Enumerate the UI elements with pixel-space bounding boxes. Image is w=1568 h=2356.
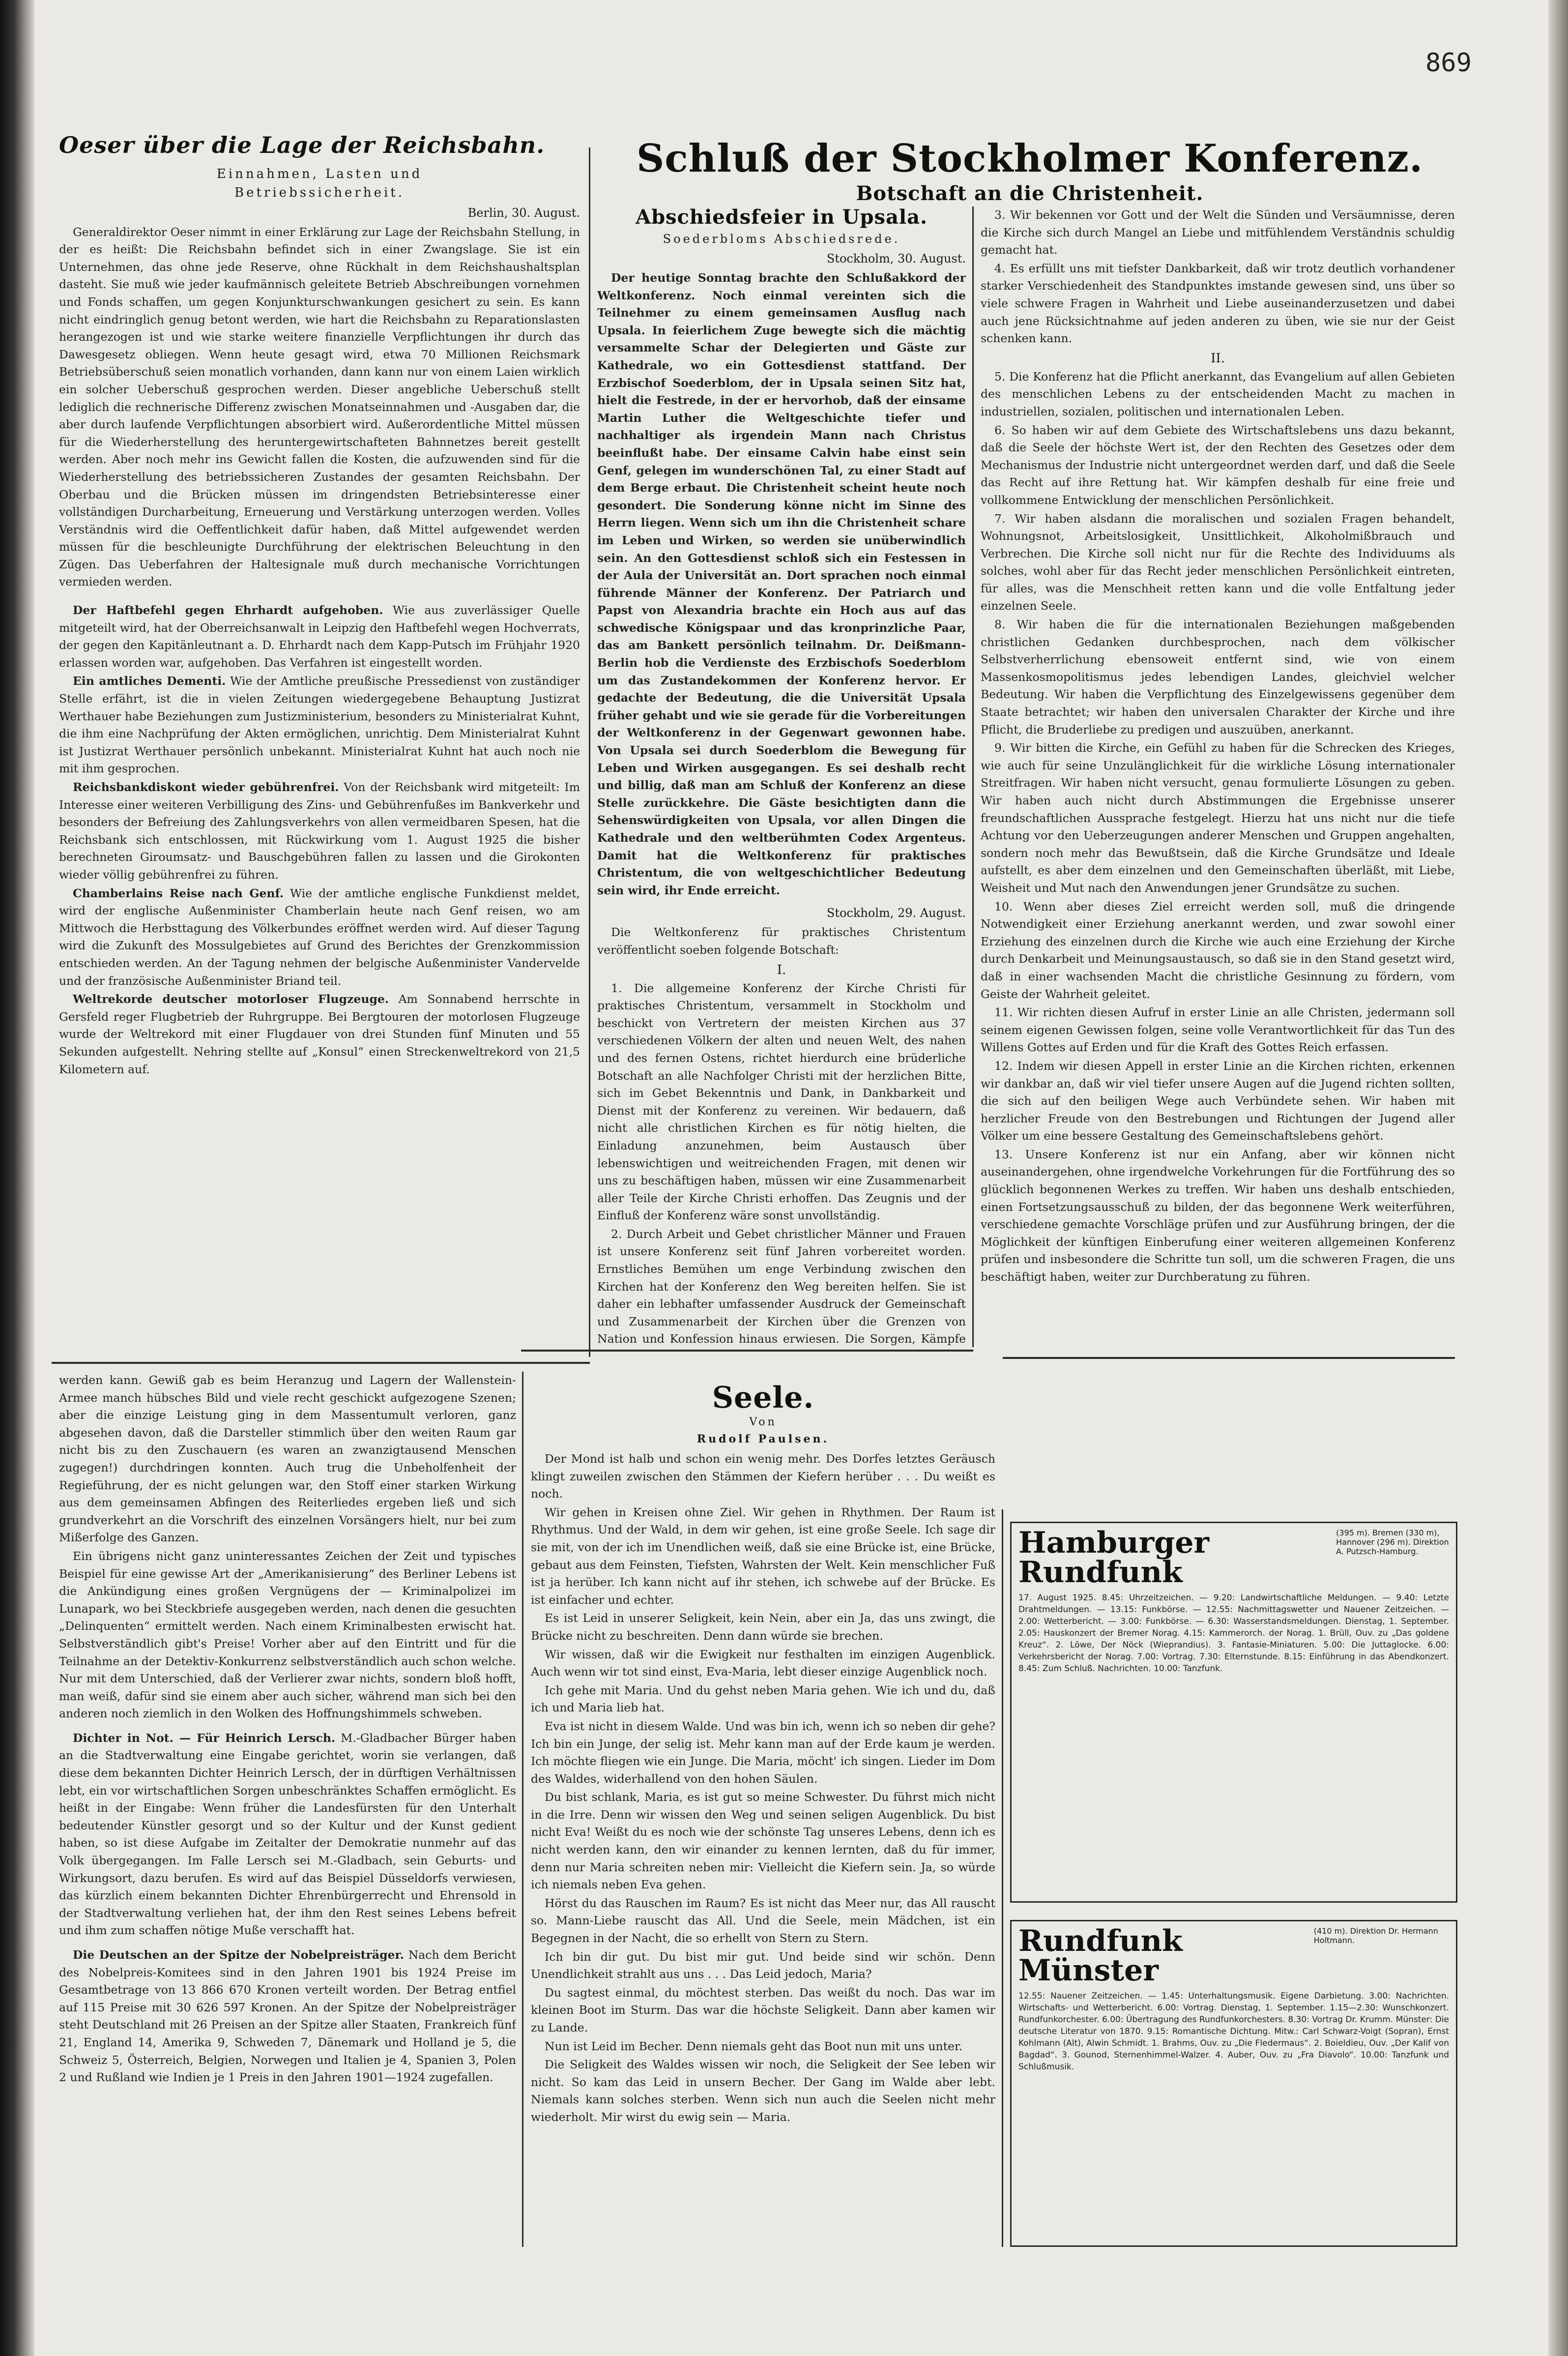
seele-paragraph: Es ist Leid in unserer Seligkeit, kein Nein, aber ein Ja, das uns zwingt, die Brücke nicht zu beschreiten. Denn dann würde sie brechen. bbox=[531, 1611, 995, 1643]
message-point: 4. Es erfüllt uns mit tiefster Dankbarkeit, daß wir trotz deutlich vorhandener starker Verschiedenheit des Standpunktes imstande gewesen sind, uns über so viele schwere Fragen in Wahrheit und Liebe auseinanderzusetzen und dabei auch jene Rücksichtnahme auf jeden anderen zu üben, wie sie nur der Geist schenken kann. bbox=[981, 261, 1455, 346]
upsala-body bbox=[597, 269, 966, 899]
hamburg-ad-title: Hamburger Rundfunk bbox=[1018, 1526, 1209, 1590]
news-item bbox=[59, 991, 580, 1078]
book-spine-shadow bbox=[0, 0, 34, 2356]
page-edge-shadow bbox=[1548, 0, 1568, 2356]
oeser-subhead-1: Einnahmen, Lasten und bbox=[216, 166, 423, 181]
message-points-2 bbox=[981, 206, 1455, 348]
oeser-dateline: Berlin, 30. August. bbox=[467, 206, 580, 220]
upsala-paragraph: Der heutige Sonntag brachte den Schlußakkord der Weltkonferenz. Noch einmal vereinten sich die Teilnehmer zu einem gemeinsamen Ausflug nach Upsala. In feierlichem Zuge bewegte sich die mächtig versammelte Schar der Delegierten und Gäste zur Kathedrale, wo ein Gottesdienst stattfand. Der Erzbischof Soederblom, der in Upsala seinen Sitz hat, hielt die Festrede, in der er hervorhob, daß der einsame Martin Luther die Weltgeschichte tiefer und nachhaltiger als irgendein Mann nach Christus beeinflußt habe. Der einsame Calvin habe einst sein Genf, gelegen im wunderschönen Tal, zu einer Stadt auf dem Berge erbaut. Die Christenheit scheint heute noch gesondert. Die Sonderung könne nicht im Sinne des Herrn liegen. Wenn sich um ihn die Christenheit schare im Leben und Wirken, so werden sie unüberwindlich sein. An den Gottesdienst schloß sich ein Festessen in der Aula der Universität an. Dort sprachen noch einmal führende Männer der Konferenz. Der Patriarch und Papst von Alexandria brachte ein Hoch aus auf das schwedische Königspaar und das kronprinzliche Paar, das am Bankett persönlich teilnahm. Dr. Deißmann-Berlin hob die Verdienste des Erzbischofs Soederblom um das Zustandekommen der Konferenz hervor. Er gedachte der Bedeutung, die die Universität Upsala früher gehabt und wie sie gerade für die Vorbereitungen der Weltkonferenz in der Gegenwart gewonnen habe. Von Upsala sei durch Soederblom die Bewegung für Leben und Wirken ausgegangen. Es sei deshalb recht und billig, daß man am Schluß der Konferenz an diese Stelle zurückkehre. Die Gäste besichtigten dann die Sehenswürdigkeiten von Upsala, vor allen Dingen die Kathedrale und den weltberühmten Codex Argenteus. Damit hat die Weltkonferenz für praktisches Christentum, die von weltgeschichtlicher Bedeutung sein wird, ihr Ende erreicht. bbox=[597, 271, 966, 897]
munster-ad-header bbox=[1018, 1924, 1449, 1988]
seele-paragraph: Wir gehen in Kreisen ohne Ziel. Wir gehen in Rhythmen. Der Raum ist Rhythmus. Und der Wald, in dem wir gehen, ist eine große Seele. Ich sage dir sie mit, von der ich im Unendlichen weiß, daß sie eine Brücke ist, eine Brücke, gebaut aus dem Feinsten, Tiefsten, Wahrsten der Welt. Kein menschlicher Fuß ist ja herüber. Ich kann nicht auf ihr stehen, ich schwebe auf der Brücke. Es ist einfacher und echter. bbox=[531, 1505, 995, 1607]
seele-paragraph: Eva ist nicht in diesem Walde. Und was bin ich, wenn ich so neben dir gehe? Ich bin ein Junge, der selig ist. Mehr kann man auf der Erde kaum je werden. Ich möchte fliegen wie ein Junge. Die Maria, möcht' ich singen. Lieder im Dom des Waldes, widerhallend von den hohen Säulen. bbox=[531, 1719, 995, 1786]
news-briefs bbox=[59, 602, 580, 1078]
seele-paragraph: Du bist schlank, Maria, es ist gut so meine Schwester. Du führst mich nicht in die Irre. Denn wir wissen den Weg und seinen seligen Augenblick. Du bist nicht Eva! Weißt du es noch wie der schönste Tag unseres Lebens, denn ich es nicht werden kann, den wir einander zu kennen lernten, daß du für immer, denn nur Maria schreiten neben mir: Vielleicht die Kiefern sein. Ja, so würde ich niemals neben Eva gehen. bbox=[531, 1790, 995, 1892]
seele-column bbox=[531, 1372, 995, 2247]
section-number-two: II. bbox=[1211, 351, 1225, 366]
upsala-subhead: Soederbloms Abschiedsrede. bbox=[663, 232, 900, 246]
column-rule-1 bbox=[589, 147, 590, 1357]
news-lead: Reichsbankdiskont wieder gebührenfrei. bbox=[73, 780, 339, 794]
message-point: 8. Wir haben die für die internationalen Beziehungen maßgebenden christlichen Gedanken durchbesprochen, nach dem völkischer Selbstverherrlichung ebensoweit entfernt sind, wie von einem Massenkosmopolitismus jedes lebendigen Landes, gleichviel welcher Bedeutung. Wir haben die Verpflichtung des Einzelgewissens gegenüber dem Staate betrachtet; wir haben den universalen Charakter der Kirche und ihre Pflicht, die Bruderliebe zu predigen und auszuüben, anerkannt. bbox=[981, 618, 1455, 736]
column-rule-2 bbox=[972, 206, 974, 1347]
hamburg-radio-ad bbox=[1010, 1522, 1457, 1903]
message-point: 11. Wir richten diesen Aufruf in erster Linie an alle Christen, jedermann soll seinem eigenen Gewissen folgen, seine volle Verantwortlichkeit für das Tun des Willens Gottes auf Erden und für die Kraft des Gottes Reich erfassen. bbox=[981, 1005, 1455, 1055]
wallenstein-body bbox=[59, 1372, 516, 2087]
hamburg-ad-body: 17. August 1925. 8.45: Uhrzeitzeichen. — 9.20: Landwirtschaftliche Meldungen. — 9.40: Letzte Drahtmeldungen. — 13.15: Funkbörse. — 12.55: Nachmittagswetter und Nauener Zeitzeichen. — 2.00: Wetterbericht. — 3.00: Funkbörse. — 6.30: Wasserstandsmeldungen. Dienstag, 1. September. 2.05: Hauskonzert der Bremer Norag. 4.15: Kammerorch. der Norag. 1. Brüll, Ouv. zu „Das goldene Kreuz“. 2. Löwe, Der Nöck (Wieprandius). 3. Fantasie-Miniaturen. 5.00: Die Juttaglocke. 6.00: Verkehrsbericht der Norag. 7.00: Vortrag. 7.30: Elternstunde. 8.15: Einführung in das Abendkonzert. 8.45: Zum Schluß. Nachrichten. 10.00: Tanzfunk. bbox=[1018, 1593, 1449, 1674]
lersch-lead: Dichter in Not. — Für Heinrich Lersch. bbox=[73, 1731, 336, 1745]
message-point: 1. Die allgemeine Konferenz der Kirche Christi für praktisches Christentum, versammelt in Stockholm und beschickt von Vertretern der meisten Kirchen aus 37 verschiedenen Völkern der alten und neuen Welt, des nahen und des fernen Ostens, richtet hierdurch eine brüderliche Botschaft an alle Nachfolger Christi mit der herzlichen Bitte, sich im Gebet Bekenntnis und Dank, in Dankbarkeit und Dienst mit der Konferenz zu vereinen. Wir bedauern, daß nicht alle christlichen Kirchen es für nötig hielten, die Einladung anzunehmen, beim Austausch über lebenswichtigen und weitreichenden Fragen, mit denen wir uns zu beschäftigen haben, müssen wir eine Zusammenarbeit aller Teile der Kirche Christi erhoffen. Das Zeugnis und der Einfluß der Konferenz wäre sonst unvollständig. bbox=[597, 981, 966, 1223]
lunapark-paragraph: Ein übrigens nicht ganz uninteressantes Zeichen der Zeit und typisches Beispiel für eine gewisse Art der „Amerikanisierung“ des Berliner Lebens ist die Ankündigung eines großen Vergnügens der — Kriminalpolizei im Lunapark, wo bei Steckbriefe ausgegeben werden, nach denen die gesuchten „Delinquenten“ ermittelt werden. Nach einem Kriminalbesten erwischt hat. Selbstverständlich gibt's Preise! Vorher aber auf den Eintritt und für die Teilnahme an der Detektiv-Konkurrenz selbstverständlich auch schon welche. Nur mit dem Unterschied, daß der Verlierer zwar nichts, sondern bloß hofft, man weiß, dafür sind sie einem aber auch sicher, während man sich bei den anderen noch ziemlich in den Wolken des Hoffnungshimmels schweben. bbox=[59, 1549, 516, 1721]
news-lead: Chamberlains Reise nach Genf. bbox=[73, 886, 284, 900]
upsala-dateline: Stockholm, 30. August. bbox=[826, 252, 966, 265]
seele-headline: Seele. bbox=[712, 1381, 814, 1415]
hamburg-ad-header bbox=[1018, 1526, 1449, 1590]
section-divider-right bbox=[1003, 1357, 1455, 1359]
nobel-item bbox=[59, 1946, 516, 2087]
oeser-subhead-2: Betriebssicherheit. bbox=[234, 185, 405, 200]
news-lead: Weltrekorde deutscher motorloser Flugzeuge. bbox=[73, 992, 389, 1006]
message-intro bbox=[597, 924, 966, 959]
message-point: 12. Indem wir diesen Appell in erster Linie an die Kirchen richten, erkennen wir dankbar an, daß wir viel tiefer unsere Augen auf die Jugend richten sollten, die sich auf den beiligen Wege auch Verbündete sehen. Wir haben mit herzlicher Freude von den Bestrebungen und Richtungen der Jugend aller Völker um eine bessere Gestaltung des Gemeinschaftslebens gehört. bbox=[981, 1059, 1455, 1143]
news-item bbox=[59, 885, 580, 990]
wallenstein-paragraph: werden kann. Gewiß gab es beim Heranzug und Lagern der Wallenstein-Armee manch hübsches Bild und viele recht geschickt aufgezogene Szenen; aber die einzige Leistung ging in dem Massentumult verloren, ganz abgesehen davon, daß die Darsteller stimmlich über den weiten Raum gar nicht bis zu den Zuschauern (es waren an zwanzigtausend Menschen zugegen!) durchdringen konnten. Auch trug die Unbeholfenheit der Regieführung, der es nicht gelungen war, den Stoff einer starken Wirkung aus dem gemeinsamen Abfingen des Reiterliedes ergeben ließ und sich grundverkehrt an die Vorschrift des einzelnen Vorsängers hielt, nur bei zum Mißerfolge des Ganzen. bbox=[59, 1373, 516, 1545]
oeser-paragraph: Generaldirektor Oeser nimmt in einer Erklärung zur Lage der Reichsbahn Stellung, in der es heißt: Die Reichsbahn befindet sich in einer Zwangslage. Sie ist ein Unternehmen, das ohne jede Reserve, ohne Rückhalt in dem Reichshaushaltsplan dasteht. Sie muß wie jeder kaufmännisch geleitete Betrieb Abschreibungen vornehmen und Fonds schaffen, um gegen Konjunkturschwankungen gesichert zu sein. Es kann nicht eindringlich genug betont werden, wie hart die Reichsbahn zu Reparationslasten herangezogen ist und wie starke weitere finanzielle Verpflichtungen ihr durch das Dawesgesetz obliegen. Wenn heute gesagt wird, etwa 70 Millionen Reichsmark Betriebsüberschuß seien monatlich vorhanden, dann kann nur von einem Laien wirklich ein solcher Ueberschuß gesprochen werden. Dieser angebliche Ueberschuß stellt lediglich die rechnerische Differenz zwischen Monatseinnahmen und -Ausgaben dar, die aber durch laufende Verpflichtungen absorbiert wird. Außerordentliche Mittel müssen für die Wiederherstellung des heruntergewirtschafteten Bahnnetzes bereit gestellt werden. Aber noch mehr ins Gewicht fallen die Kosten, die aufzuwenden sind für die Wiederherstellung des betriebssicheren Zustandes der gesamten Reichsbahn. Der Oberbau und die Brücken müssen im dringendsten Betriebsinteresse einer vollständigen Durcharbeitung, Erneuerung und Verstärkung unterzogen werden. Volles Verständnis wird die Oeffentlichkeit dafür haben, daß Mittel aufgewendet werden müssen für die beschleunigte Durchführung der elektrischen Beleuchtung in den Zügen. Das Ueberfahren der Haltesignale muß durch mechanische Vorrichtungen vermieden werden. bbox=[59, 225, 580, 589]
news-body: Wie der Amtliche preußische Pressedienst von zuständiger Stelle erfährt, ist die in vielen Zeitungen wiedergegebene Behauptung Justizrat Werthauer habe Beziehungen zum Justizministerium, besonders zu Ministerialrat Kuhnt, die ihm eine Nachprüfung der Akten ermöglichen, unrichtig. Dem Ministerialrat Kuhnt ist Justizrat Werthauer persönlich unbekannt. Ministerialrat Kuhnt hat auch noch nie mit ihm gesprochen. bbox=[59, 674, 580, 776]
news-body: Wie aus zuverlässiger Quelle mitgeteilt wird, hat der Oberreichsanwalt in Leipzig den Haftbefehl wegen Hochverrats, der gegen den Kapitänleutnant a. D. Ehrhardt nach dem Kapp-Putsch im Frühjahr 1920 erlassen worden war, aufgehoben. Das Verfahren ist eingestellt worden. bbox=[59, 603, 580, 670]
message-point: 7. Wir haben alsdann die moralischen und sozialen Fragen behandelt, Wohnungsnot, Arbeitslosigkeit, Unsittlichkeit, Alkoholmißbrauch und Verbrechen. Die Kirche soll nicht nur für die Rechte des Individuums als solches, wohl aber für das Recht jeder menschlichen Persönlichkeit eintreten, für alles, was die Menschheit retten kann und die volle Entfaltung jeder einzelnen Seele. bbox=[981, 511, 1455, 613]
oeser-body bbox=[59, 224, 580, 591]
message-point: 3. Wir bekennen vor Gott und der Welt die Sünden und Versäumnisse, deren die Kirche sich durch Mangel an Liebe und mitfühlendem Verständnis schuldig gemacht hat. bbox=[981, 208, 1455, 257]
message-intro-paragraph: Die Weltkonferenz für praktisches Christentum veröffentlicht soeben folgende Botschaft: bbox=[597, 925, 966, 957]
nobel-lead: Die Deutschen an der Spitze der Nobelpreisträger. bbox=[73, 1948, 404, 1962]
section-number-one: I. bbox=[777, 962, 786, 977]
feuilleton-column bbox=[59, 1372, 516, 2247]
column-rule-4 bbox=[1002, 1509, 1003, 2247]
stockholm-column-2 bbox=[981, 206, 1455, 1352]
message-point: 13. Unsere Konferenz ist nur ein Anfang, aber wir können nicht auseinandergehen, ohne irgendwelche Vorkehrungen für die Fortführung des so glücklich begonnenen Werkes zu treffen. Wir haben uns deshalb entschieden, einen Fortsetzungsausschuß zu bilden, der das begonnene Werk weiterführen, verschiedene gemachte Vorschläge prüfen und zur Ausführung bringen, der die Möglichkeit der künftigen Einberufung einer weiteren allgemeinen Konferenz prüfen und insbesondere die Schritte tun soll, um die schweren Fragen, die uns beschäftigt haben, weiter zur Durchberatung zu führen. bbox=[981, 1147, 1455, 1284]
news-lead: Ein amtliches Dementi. bbox=[73, 674, 226, 688]
news-body: Am Sonnabend herrschte in Gersfeld reger Flugbetrieb der Ruhrgruppe. Bei Bergtouren der motorlosen Flugzeuge wurde der Weltrekord mit einer Flugdauer von drei Stunden fünf Minuten und 55 Sekunden aufgestellt. Nehring stellte auf „Konsul“ einen Streckenweltrekord von 21,5 Kilometern auf. bbox=[59, 992, 580, 1076]
upsala-headline: Abschiedsfeier in Upsala. bbox=[636, 206, 928, 229]
news-body: Wie der amtliche englische Funkdienst meldet, wird der englische Außenminister Chamberlain heute nach Genf reisen, wo am Mittwoch die Herbsttagung des Völkerbundes eröffnet werden wird. Auf dieser Tagung wird die Zukunft des Mossulgebietes auf Grund des Berichtes der Grenzkommission entschieden werden. An der Tagung nehmen der belgische Außenminister Vandervelde und der französische Außenminister Briand teil. bbox=[59, 886, 580, 988]
stockholm-header bbox=[597, 138, 1462, 211]
oeser-headline: Oeser über die Lage der Reichsbahn. bbox=[59, 133, 545, 158]
lersch-body: M.-Gladbacher Bürger haben an die Stadtverwaltung eine Eingabe gerichtet, worin sie verlangen, daß diese dem bekannten Dichter Heinrich Lersch, der in dürftigen Verhältnissen lebt, ein vor wirtschaftlichen Sorgen unbeschränktes Schaffen ermöglicht. Es heißt in der Eingabe: Wenn früher die Landesfürsten für den Unterhalt bedeutender Künstler gesorgt und so der Kultur und der Kunst gedient haben, so ist diese Aufgabe im Zeitalter der Demokratie nunmehr auf das Volk übergegangen. Im Falle Lersch sei M.-Gladbach, sein Geburts- und Wirkungsort, dazu berufen. Es wird auf das Beispiel Düsseldorfs verwiesen, das kürzlich einem bekannten Dichter Ehrenbürgerrecht und Ehrensold in der Stadtverwaltung verliehen hat, der ihm den Rest seines Lebens befreit und ihm zum schaffen nötige Muße verschafft hat. bbox=[59, 1731, 516, 1938]
news-body: Von der Reichsbank wird mitgeteilt: Im Interesse einer weiteren Verbilligung des Zins- und Gebührenfußes im Bankverkehr und besonders der Befreiung des Zahlungsverkehrs von allen vermeidbaren Spesen, hat die Reichsbank sich entschlossen, mit Rückwirkung vom 1. August 1925 die bisher berechneten Giroumsatz- und Bauschgebühren fallen zu lassen und die Girokonten wieder völlig gebührenfrei zu führen. bbox=[59, 780, 580, 882]
seele-paragraph: Ich gehe mit Maria. Und du gehst neben Maria gehen. Wie ich und du, daß ich und Maria lieb hat. bbox=[531, 1683, 995, 1715]
oeser-article bbox=[59, 133, 580, 1357]
seele-von: Von bbox=[749, 1416, 777, 1428]
news-lead: Der Haftbefehl gegen Ehrhardt aufgehoben. bbox=[73, 603, 383, 618]
seele-author: Rudolf Paulsen. bbox=[697, 1433, 830, 1445]
column-rule-3 bbox=[522, 1372, 523, 2247]
message-points-1 bbox=[597, 980, 966, 1347]
munster-ad-title: Rundfunk Münster bbox=[1018, 1924, 1183, 1988]
seele-paragraph: Nun ist Leid im Becher. Denn niemals geht das Boot nun mit uns unter. bbox=[545, 2039, 963, 2053]
message-point: 5. Die Konferenz hat die Pflicht anerkannt, das Evangelium auf allen Gebieten des menschlichen Lebens zu der entscheidenden Macht zu machen in industriellen, sozialen, politischen und internationalen Leben. bbox=[981, 369, 1455, 418]
seele-paragraph: Wir wissen, daß wir die Ewigkeit nur festhalten im einzigen Augenblick. Auch wenn wir tot sind einst, Eva-Maria, lebt dieser einzige Augenblick noch. bbox=[531, 1647, 995, 1679]
seele-paragraph: Hörst du das Rauschen im Raum? Es ist nicht das Meer nur, das All rauscht so. Mann-Liebe rauscht das All. Und die Seele, mein Mädchen, ist ein Begegnen in der Nacht, die so erhellt von Stern zu Stern. bbox=[531, 1896, 995, 1945]
hamburg-ad-side-info: (395 m). Bremen (330 m), Hannover (296 m). Direktion A. Putzsch-Hamburg. bbox=[1336, 1528, 1449, 1556]
message-points-3 bbox=[981, 368, 1455, 1286]
stockholm-column-1 bbox=[597, 206, 966, 1347]
seele-paragraph: Ich bin dir gut. Du bist mir gut. Und beide sind wir schön. Denn Unendlichkeit strahlt aus uns . . . Das Leid jedoch, Maria? bbox=[531, 1949, 995, 1981]
section-divider-middle bbox=[521, 1350, 973, 1352]
munster-radio-ad bbox=[1010, 1920, 1457, 2247]
message-point: 6. So haben wir auf dem Gebiete des Wirtschaftslebens uns dazu bekannt, daß die Seele der höchste Wert ist, der den Rechten des Gesetzes oder dem Mechanismus der Industrie nicht untergeordnet werden darf, und daß die Seele das Recht auf ihre Rettung hat. Wir kämpfen deshalb für eine freie und vollkommene Entwicklung der menschlichen Persönlichkeit. bbox=[981, 423, 1455, 507]
message-dateline: Stockholm, 29. August. bbox=[826, 906, 966, 920]
news-item bbox=[59, 602, 580, 672]
message-point: 10. Wenn aber dieses Ziel erreicht werden soll, muß die dringende Notwendigkeit einer Erziehung anerkannt werden, und zwar sowohl einer Erziehung des einzelnen durch die Kirche wie auch eine Erziehung der Kirche durch Denkarbeit und Meinungsaustausch, so daß sie in den Stand gesetzt wird, daß in einer wachsenden Macht die christliche Gesinnung zu fördern, vom Geiste der Wahrheit geleitet. bbox=[981, 899, 1455, 1001]
seele-body bbox=[531, 1450, 995, 2126]
stockholm-subhead: Botschaft an die Christenheit. bbox=[856, 181, 1204, 205]
seele-paragraph: Du sagtest einmal, du möchtest sterben. Das weißt du noch. Das war im kleinen Boot im Sturm. Das war die höchste Seligkeit. Dann aber kamen wir zu Lande. bbox=[531, 1985, 995, 2034]
message-point: 2. Durch Arbeit und Gebet christlicher Männer und Frauen ist unsere Konferenz seit fünf Jahren vorbereitet worden. Ernstliches Bemühen um enge Verbindung zwischen den Kirchen hat der Konferenz den Weg bereiten helfen. Sie ist daher ein lebhafter umfassender Ausdruck der Gemeinschaft und Zusammenarbeit der Kirchen über die Grenzen von Nation und Konfession hinaus erwiesen. Die Sorgen, Kämpfe bbox=[597, 1227, 966, 1346]
stockholm-headline: Schluß der Stockholmer Konferenz. bbox=[636, 138, 1423, 181]
news-item bbox=[59, 779, 580, 884]
lersch-item bbox=[59, 1730, 516, 1940]
munster-ad-body: 12.55: Nauener Zeitzeichen. — 1.45: Unterhaltungsmusik. Eigene Darbietung. 3.00: Nachrichten. Wirtschafts- und Wetterbericht. 6.00: Vortrag. Dienstag, 1. September. 1.15—2.30: Wunschkonzert. Rundfunkorchester. 6.00: Übertragung des Rundfunkorchesters. 8.30: Vortrag Dr. Krumm. Münster: Die deutsche Literatur von 1870. 9.15: Romantische Dichtung. Mitw.: Carl Schwarz-Voigt (Sopran), Ernst Kohlmann (Alt), Alwin Schmidt. 1. Brahms, Ouv. zu „Die Fledermaus“. 2. Boieldieu, Ouv. „Der Kalif von Bagdad“. 3. Gounod, Sternenhimmel-Walzer. 4. Auber, Ouv. zu „Fra Diavolo“. 10.00: Tanzfunk und Schlußmusik. bbox=[1018, 1991, 1449, 2072]
munster-ad-side-info: (410 m). Direktion Dr. Hermann Holtmann. bbox=[1313, 1926, 1438, 1945]
message-point: 9. Wir bitten die Kirche, ein Gefühl zu haben für die Schrecken des Krieges, wie auch für seine Unzulänglichkeit für die wirkliche Lösung internationaler Streitfragen. Wir haben nicht versucht, genau formulierte Lösungen zu geben. Wir haben auch nicht durch Abstimmungen die Ergebnisse unserer freundschaftlichen Aussprache festgelegt. Hierzu hat uns nicht nur die tiefe Achtung vor den Ueberzeugungen anderer Menschen und Gruppen angehalten, sondern noch mehr das Bewußtsein, daß die Kirche Grundsätze und Ideale aufstellt, es aber dem einzelnen und den Gemeinschaften überläßt, mit Liebe, Weisheit und Mut nach den Anwendungen jener Grundsätze zu suchen. bbox=[981, 741, 1455, 895]
seele-paragraph: Der Mond ist halb und schon ein wenig mehr. Des Dorfes letztes Geräusch klingt zuweilen zwischen den Stämmen der Kiefern herüber . . . Du weißt es noch. bbox=[531, 1452, 995, 1501]
nobel-body: Nach dem Bericht des Nobelpreis-Komitees sind in den Jahren 1901 bis 1924 Preise im Gesamtbetrage von 13 866 670 Kronen verteilt worden. Der Betrag entfiel auf 115 Preise mit 30 626 597 Kronen. An der Spitze der Nobelpreisträger steht Deutschland mit 26 Preisen an der Spitze aller Staaten, Frankreich fünf 21, England 14, Amerika 9, Schweden 7, Dänemark und Holland je 5, die Schweiz 5, Österreich, Belgien, Norwegen und Italien je 4, Spanien 3, Polen 2 und Rußland wie Indien je 1 Preis in den Jahren 1901—1924 zugefallen. bbox=[59, 1948, 516, 2085]
page-number: 869 bbox=[1425, 48, 1472, 78]
seele-paragraph: Die Seligkeit des Waldes wissen wir noch, die Seligkeit der See leben wir nicht. So kam das Leid in unsern Becher. Der Gang im Walde aber lebt. Niemals kann solches sterben. Wenn sich nun auch die Seelen nicht mehr wiederholt. Mir wirst du ewig sein — Maria. bbox=[531, 2058, 995, 2124]
news-item bbox=[59, 673, 580, 778]
section-divider-left bbox=[52, 1362, 590, 1364]
